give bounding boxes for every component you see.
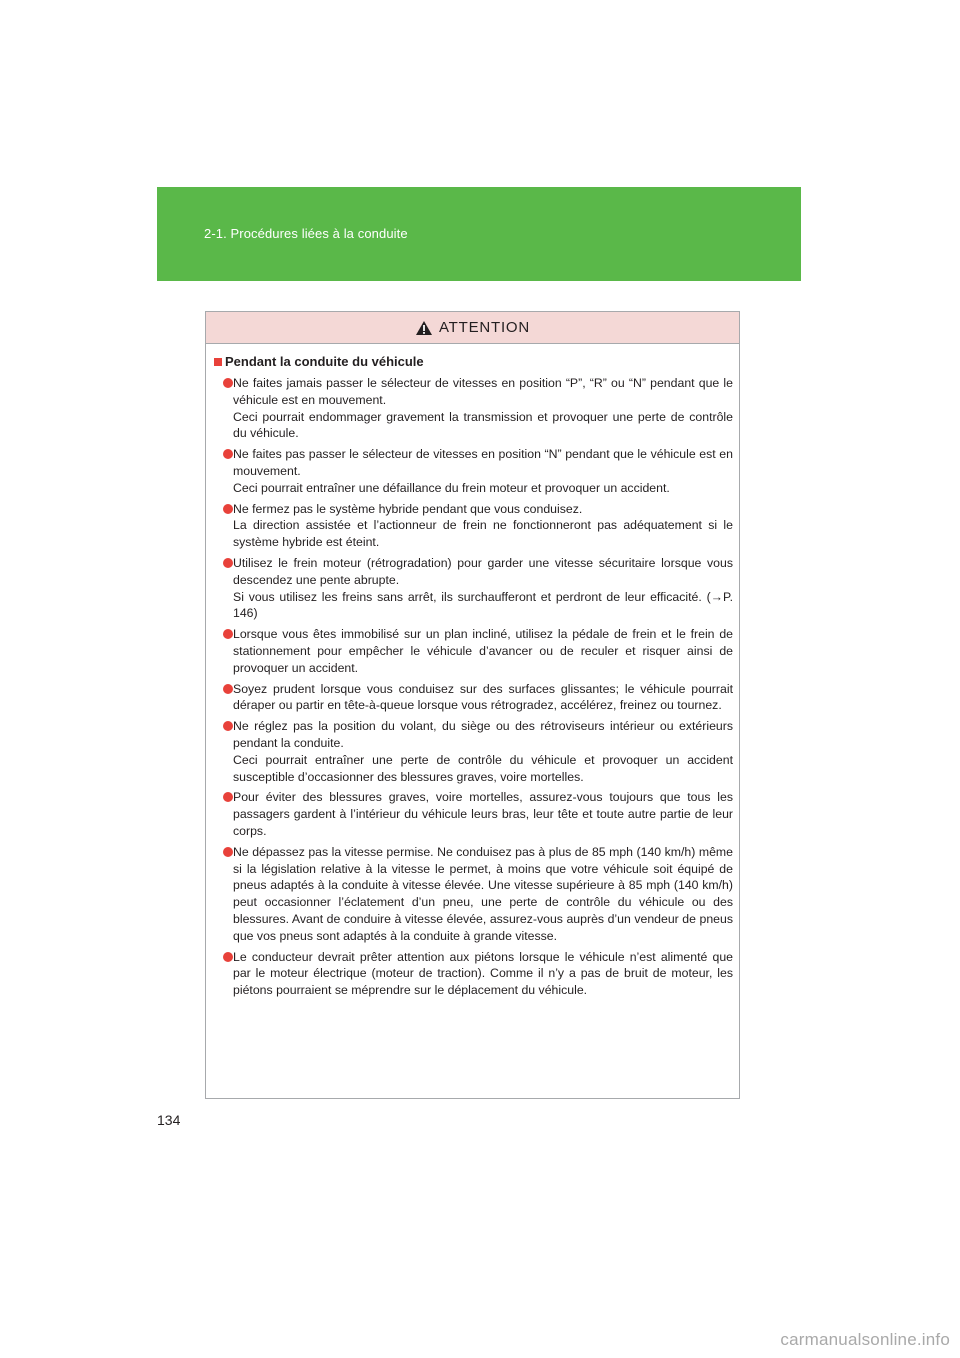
watermark: carmanualsonline.info xyxy=(780,1330,950,1349)
warning-topic-text: Pendant la conduite du véhicule xyxy=(225,354,424,369)
warning-bullet-item xyxy=(214,375,733,442)
bullet-text-line: Pour éviter des blessures graves, voire mortelles, assurez-vous toujours que tous les passagers gardent à l’intérieur du véhicule leurs bras, leur tête et toute autre partie de leur corps. xyxy=(233,790,733,838)
warning-header xyxy=(206,312,739,344)
round-bullet-icon xyxy=(223,952,233,962)
round-bullet-icon xyxy=(223,558,233,568)
bullet-text-line: Si vous utilisez les freins sans arrêt, ils surchaufferont et perdront de leur efficacité. (→P. 146) xyxy=(233,589,733,621)
bullet-text-line: Utilisez le frein moteur (rétrogradation) pour garder une vitesse sécuritaire lorsque vous descendez une pente abrupte. xyxy=(233,555,733,587)
bullet-text-line: Ne faites jamais passer le sélecteur de vitesses en position “P”, “R” ou “N” pendant que le véhicule est en mouvement. xyxy=(233,376,733,407)
round-bullet-icon xyxy=(223,449,233,459)
round-bullet-icon xyxy=(223,792,233,802)
round-bullet-icon xyxy=(223,847,233,857)
warning-bullet-item xyxy=(214,844,733,945)
bullet-text-line: Ceci pourrait entraîner une défaillance du frein moteur et provoquer un accident. xyxy=(233,480,670,495)
section-title: 2-1. Procédures liées à la conduite xyxy=(204,226,408,241)
warning-bullet-list xyxy=(214,375,733,999)
warning-bullet-item xyxy=(214,949,733,999)
bullet-text-line: Ne fermez pas le système hybride pendant que vous conduisez. xyxy=(233,501,583,516)
warning-bullet-item xyxy=(214,446,733,496)
page-number: 134 xyxy=(157,1112,181,1128)
bullet-text-line: Soyez prudent lorsque vous conduisez sur des surfaces glissantes; le véhicule pourrait déraper ou partir en tête-à-queue lorsque vous rétrogradez, accélérez, freinez ou tournez. xyxy=(233,681,733,713)
round-bullet-icon xyxy=(223,378,233,388)
bullet-text-line: La direction assistée et l’actionneur de frein ne fonctionneront pas adéquatement si le système hybride est éteint. xyxy=(233,518,733,550)
bullet-text-line: Le conducteur devrait prêter attention aux piétons lorsque le véhicule n’est alimenté que par le moteur électrique (moteur de traction). Comme il n’y a pas de bruit de moteur, les piétons pourraient se méprendre sur le déplacement du véhicule. xyxy=(233,949,733,998)
square-bullet-icon xyxy=(214,358,222,366)
round-bullet-icon xyxy=(223,504,233,514)
warning-box xyxy=(205,311,740,1099)
bullet-text-line: Ceci pourrait endommager gravement la transmission et provoquer une perte de contrôle du véhicule. xyxy=(233,409,733,441)
warning-bullet-item xyxy=(214,789,733,839)
warning-bullet-item xyxy=(214,555,733,622)
bullet-text-line: Lorsque vous êtes immobilisé sur un plan incliné, utilisez la pédale de frein et le frein de stationnement pour empêcher le véhicule d’avancer ou de reculer et risquer ainsi de provoquer un accident. xyxy=(233,627,733,675)
warning-bullet-item xyxy=(214,681,733,715)
warning-bullet-item xyxy=(214,718,733,785)
bullet-text-line: Ne réglez pas la position du volant, du siège ou des rétroviseurs intérieur ou extérieurs pendant la conduite. xyxy=(233,719,733,750)
warning-body xyxy=(206,344,739,999)
round-bullet-icon xyxy=(223,721,233,731)
bullet-text-line: Ceci pourrait entraîner une perte de contrôle du véhicule et provoquer un accident susceptible d’occasionner des blessures graves, voire mortelles. xyxy=(233,752,733,784)
warning-topic xyxy=(214,354,733,369)
bullet-text-line: Ne dépassez pas la vitesse permise. Ne conduisez pas à plus de 85 mph (140 km/h) même si la législation relative à la vitesse le permet, à moins que votre véhicule soit équipé de pneus adaptés à la conduite à vitesse élevée. Une vitesse supérieure à 85 mph (140 km/h) peut occasionner l’éclatement d’un pneu, une perte de contrôle du véhicule ou des blessures. Avant de conduire à vitesse élevée, assurez-vous auprès d’un vendeur de pneus que vos pneus sont adaptés à la conduite à grande vitesse. xyxy=(233,844,733,943)
warning-title: ATTENTION xyxy=(438,319,531,336)
bullet-text-line: Ne faites pas passer le sélecteur de vitesses en position “N” pendant que le véhicule est en mouvement. xyxy=(233,447,733,478)
warning-bullet-item xyxy=(214,501,733,551)
round-bullet-icon xyxy=(223,629,233,639)
warning-bullet-item xyxy=(214,626,733,676)
round-bullet-icon xyxy=(223,684,233,694)
warning-triangle-icon xyxy=(415,320,433,336)
